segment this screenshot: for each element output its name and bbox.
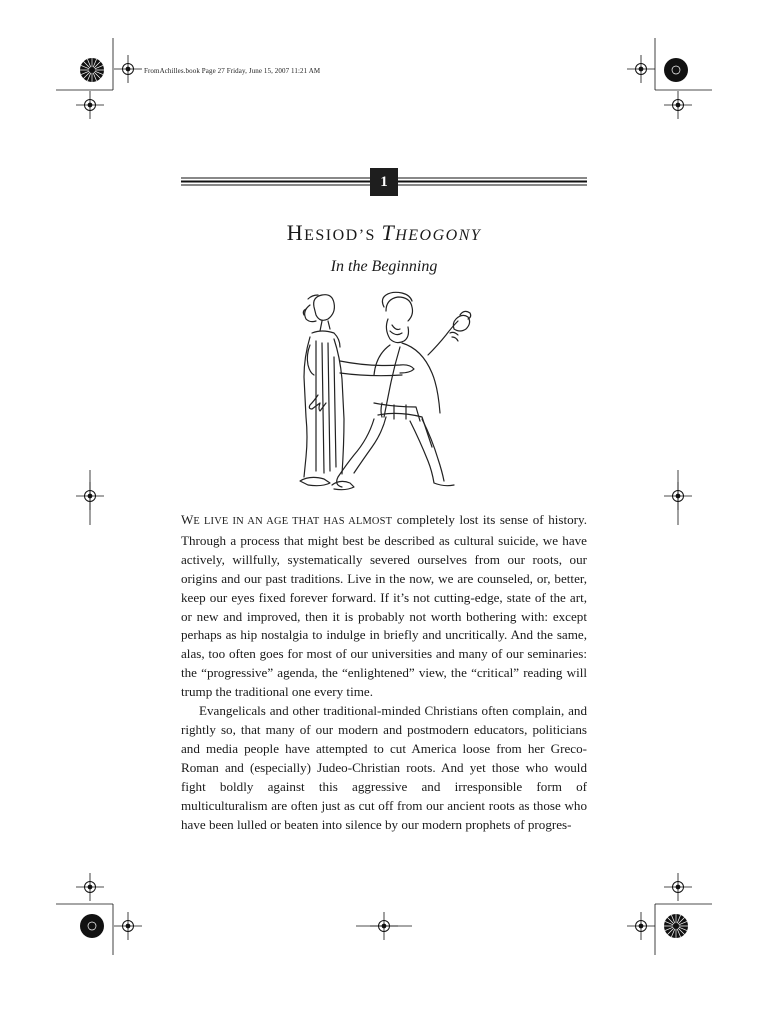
paragraph-2: Evangelicals and other traditional-minded Christians often complain, and rightly so, that many of our modern and postmodern educators, politicians and media people have attempted to cut America loose from her Greco-Roman and (especially) Judeo-Christian roots. And yet those who would fight boldly against this aggressive and irresponsible form of multiculturalism are often just as cut off from our ancient roots as those who have been lulled or beaten into silence by our modern prophets of progres- — [181, 703, 587, 832]
title-italic-initial: T — [381, 220, 396, 245]
lead-small-caps: E LIVE IN AN AGE THAT HAS ALMOST — [193, 516, 393, 527]
registration-mark-bottom-left — [114, 912, 142, 940]
title-small-caps: ESIOD’S — [304, 227, 382, 244]
paragraph-1-text: completely lost its sense of history. Through a process that might best be described as cultural suicide, we have actively, willfully, systematically severed ourselves from our roots, our origins and our past traditions. Live in the now, we are counseled, or, better, keep our eyes fixed forever forward. If it’s not cutting-edge, state of the art, or new and improved, then it is probably not worth bothering with: except perhaps as hip nostalgia to indulge in briefly and uncritically. And the same, alas, too often goes for most of our universities and many of our seminaries: the “progressive” agenda, the “enlightened” view, the “critical” reading will trump the traditional one every time. — [181, 512, 587, 700]
dot-mark-bottom-left — [80, 914, 104, 938]
dot-mark-top-right — [664, 58, 688, 82]
starburst-mark-bottom-right — [664, 914, 688, 938]
lead-initial: W — [181, 512, 194, 527]
registration-mark-top-right — [627, 55, 655, 83]
chapter-title — [180, 220, 588, 246]
body-text — [181, 511, 587, 834]
chapter-subtitle: In the Beginning — [330, 258, 438, 275]
printer-slug-line: FromAchilles.book Page 27 Friday, June 15, 2007 11:21 AM — [144, 67, 321, 75]
greek-figures-illustration — [270, 285, 498, 500]
starburst-mark-top-left — [80, 58, 104, 82]
registration-mark-top-left-2 — [76, 91, 104, 119]
registration-mark-bottom-right — [627, 912, 655, 940]
chapter-number-badge: 1 — [370, 168, 398, 196]
registration-mark-top-right-2 — [664, 91, 692, 119]
paragraph-1 — [181, 511, 587, 702]
registration-mark-top-left — [114, 55, 142, 83]
registration-mark-bottom-left-2 — [76, 873, 104, 901]
title-initial: H — [286, 220, 305, 245]
registration-mark-bottom-right-2 — [664, 873, 692, 901]
title-italic-small-caps: HEOGONY — [395, 227, 482, 244]
